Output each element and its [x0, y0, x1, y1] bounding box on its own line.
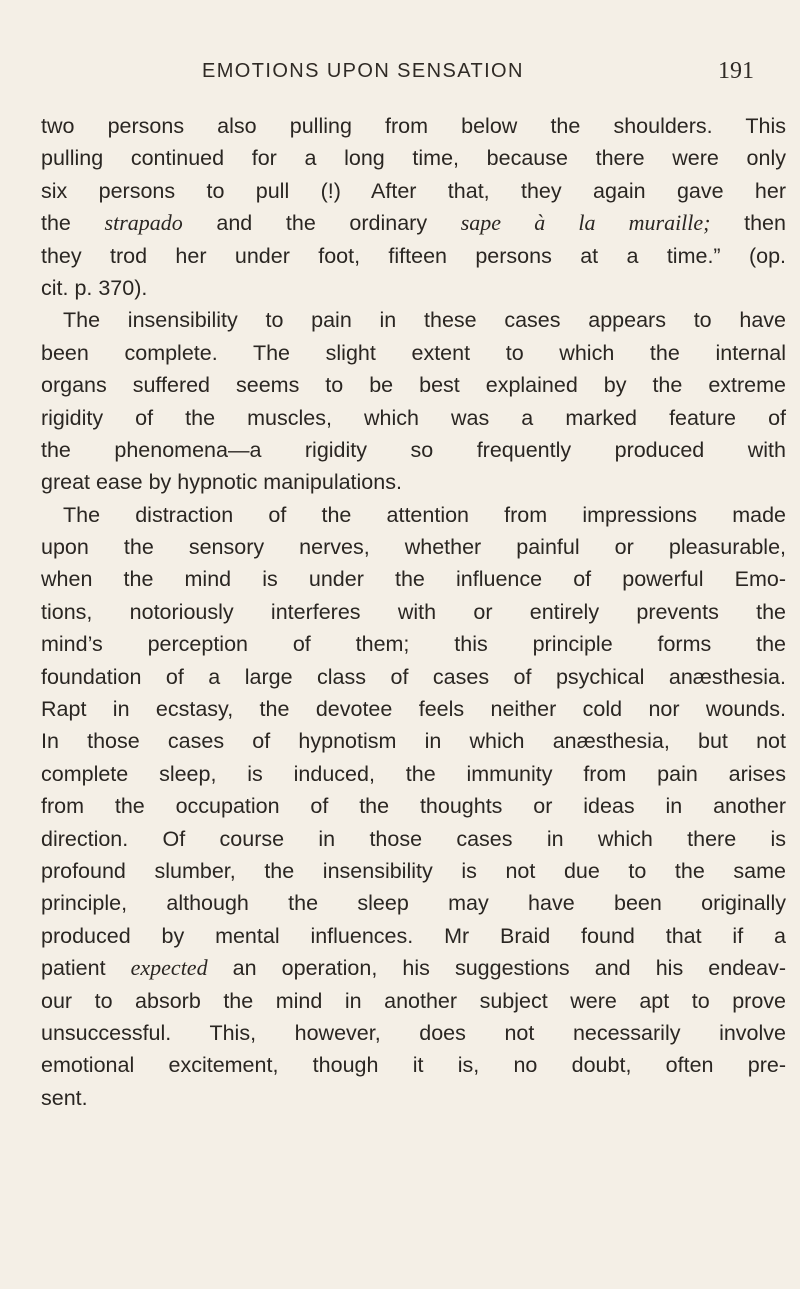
text-line: great ease by hypnotic manipulations. — [41, 470, 402, 495]
text-line: pulling continued for a long time, because there were only — [41, 146, 786, 171]
text-line: produced by mental influences. Mr Braid found that if a — [41, 923, 786, 948]
text-line: the phenomena—a rigidity so frequently produced with — [41, 437, 786, 462]
text-line: from the occupation of the thoughts or ideas in another — [41, 794, 786, 819]
text-line: the strapado and the ordinary sape à la muraille; then — [41, 210, 786, 236]
italic-term: expected — [130, 955, 208, 981]
text-line: mind’s perception of them; this principle forms the — [41, 632, 786, 657]
text-line: they trod her under foot, fifteen persons at a time.” (op. — [41, 243, 786, 268]
text-line: been complete. The slight extent to which the internal — [41, 340, 786, 365]
body-text — [41, 110, 786, 1114]
text-line: two persons also pulling from below the shoulders. This — [41, 114, 786, 138]
text-line: organs suffered seems to be best explained by the extreme — [41, 373, 786, 398]
text-line: tions, notoriously interferes with or entirely prevents the — [41, 599, 786, 624]
text-line: foundation of a large class of cases of psychical anæsthesia. — [41, 664, 786, 689]
text-line: cit. p. 370). — [41, 275, 148, 300]
text-line: The distraction of the attention from impressions made — [63, 502, 786, 527]
text-line: sent. — [41, 1085, 88, 1110]
text-line: our to absorb the mind in another subject were apt to prove — [41, 988, 786, 1013]
text-line: complete sleep, is induced, the immunity from pain arises — [41, 761, 786, 786]
text-line: upon the sensory nerves, whether painful or pleasurable, — [41, 535, 786, 560]
text-line: The insensibility to pain in these cases appears to have — [63, 308, 786, 333]
page-number: 191 — [718, 58, 754, 84]
running-head: EMOTIONS UPON SENSATION — [202, 60, 524, 82]
italic-term: strapado — [104, 210, 183, 236]
text-line: six persons to pull (!) After that, they again gave her — [41, 178, 786, 203]
text-line: emotional excitement, though it is, no doubt, often pre- — [41, 1053, 786, 1078]
text-line: direction. Of course in those cases in which there is — [41, 826, 786, 851]
text-line: when the mind is under the influence of powerful Emo- — [41, 567, 786, 592]
text-line: principle, although the sleep may have been originally — [41, 891, 786, 916]
text-line: rigidity of the muscles, which was a marked feature of — [41, 405, 786, 430]
text-line: patient expected an operation, his suggestions and his endeav- — [41, 955, 786, 981]
text-line: profound slumber, the insensibility is not due to the same — [41, 858, 786, 883]
text-line: Rapt in ecstasy, the devotee feels neither cold nor wounds. — [41, 697, 786, 722]
text-line: In those cases of hypnotism in which anæsthesia, but not — [41, 729, 786, 754]
text-line: unsuccessful. This, however, does not necessarily involve — [41, 1020, 786, 1045]
italic-term: sape à la muraille; — [460, 210, 711, 236]
